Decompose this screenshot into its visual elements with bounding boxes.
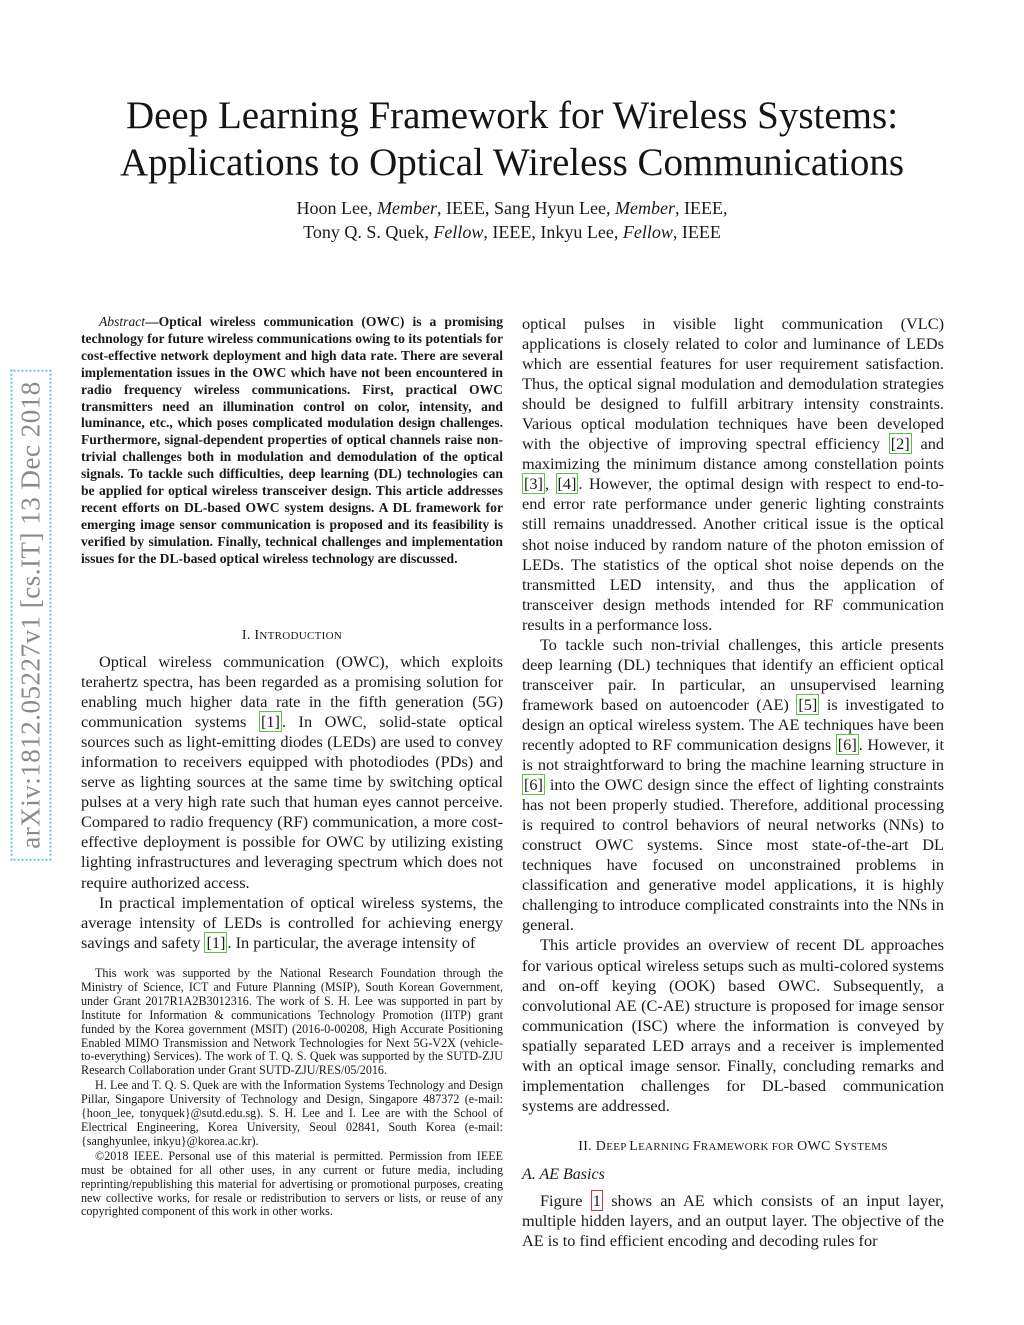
citation-link[interactable]: [4] xyxy=(557,474,577,494)
author-org: , IEEE, xyxy=(483,222,541,242)
paragraph: This article provides an overview of recent DL approaches for various optical wireless setups such as multi-colored systems and on-off keying (OOK) based OWC. Subsequently, a convolutional AE (C-AE) structure is proposed for image sensor communication (ISC) where the information is conveyed by spatially separated LED arrays and a receiver is implemented with an optical image sensor. Finally, concluding remarks and implementation challenges for DL-based communication systems are addressed. xyxy=(522,935,944,1115)
citation-link[interactable]: [1] xyxy=(206,932,226,952)
paragraph: To tackle such non-trivial challenges, this article presents deep learning (DL) techniques that identify an efficient optical transceiver pair. In particular, an unsupervised learning framework based on autoencoder (AE) [5] is investigated to design an optical wireless system. The AE techniques have been recently adopted to RF communication designs [6] . However, it is not straightforward to bring the machine learning structure in [6] into the OWC design since the effect of lighting constraints has not been properly studied. Therefore, additional processing is required to control behaviors of neural networks (NNs) to construct OWC systems. Since most state-of-the-art DL techniques have focused on unconstrained problems in classification and generative model applications, it is highly challenging to introduce complicated constraints into the NNs in general. xyxy=(522,634,944,935)
section-1-heading: I. INTRODUCTION xyxy=(241,628,343,643)
citation-link[interactable]: [6] xyxy=(837,734,857,754)
abstract xyxy=(81,314,503,568)
arxiv-sidebar xyxy=(4,318,58,912)
footnotes xyxy=(81,967,503,1220)
author-org: , IEEE, xyxy=(674,198,728,218)
author-grade: Fellow xyxy=(622,222,673,242)
paragraph: optical pulses in visible light communication (VLC) applications is closely related to color and luminance of LEDs which are essential features for user requirement satisfaction. Thus, the optical signal modulation and demodulation strategies should be designed to fulfill arbitrary intensity constraints. Various optical modulation techniques have been developed with the objective of improving spectral efficiency [2] and maximizing the minimum distance among constellation points [3] , [4] . However, the optimal design with respect to end-to-end error rate performance under generic lighting constraints still remains unaddressed. Another critical issue is the optical shot noise induced by random nature of the photon emission of LEDs. The statistics of the optical shot noise depends on the transmitted LED intensity, and thus the application of transceiver design methods intended for RF communication results in a performance loss. xyxy=(522,314,945,634)
author-sang-hyun-lee: Sang Hyun Lee, xyxy=(494,198,615,218)
figure-link[interactable]: 1 xyxy=(592,1191,601,1210)
abstract-label: Abstract xyxy=(99,314,146,329)
abstract-text: —Optical wireless communication (OWC) is a promising technology for future wireless communications owing to its potentials for cost-effective network deployment and high data rate. There are several implementation issues in the OWC which have not been encountered in radio frequency wireless communications. First, practical OWC transmitters need an illumination control on color, intensity, and luminance, etc., which poses complicated modulation design challenges. Furthermore, signal-dependent properties of optical channels raise non-trivial challenges both in modulation and demodulation of the optical signals. To tackle such difficulties, deep learning (DL) technologies can be applied for optical wireless transceiver design. This article addresses recent efforts on DL-based OWC system designs. A DL framework for emerging image sensor communication is proposed and its feasibility is verified by simulation. Finally, technical challenges and implementation issues for the DL-based optical wireless technology are discussed. xyxy=(81,314,503,566)
author-tony-quek: Tony Q. S. Quek, xyxy=(303,222,434,242)
section-1-body xyxy=(81,652,503,953)
paragraph: Optical wireless communication (OWC), which exploits terahertz spectra, has been regarded as a promising solution for enabling much higher data rate in the fifth generation (5G) communication systems [1] . In OWC, solid-state optical sources such as light-emitting diodes (LEDs) are used to convey information to receivers equipped with photodiodes (PDs) and serve as lighting sources at the same time by switching optical pulses at a very high rate such that human eyes cannot perceive. Compared to radio frequency (RF) communication, a more cost-effective deployment is possible for OWC by utilizing existing lighting infrastructures and leveraging spectrum which does not require authorized access. xyxy=(81,652,504,892)
section-2-heading: II. DEEP LEARNING FRAMEWORK FOR OWC SYSTEMS xyxy=(578,1139,888,1154)
paper-title xyxy=(60,92,964,186)
citation-link[interactable]: [3] xyxy=(524,474,543,494)
author-inkyu-lee: Inkyu Lee, xyxy=(540,222,623,242)
citation-link[interactable]: [1] xyxy=(260,712,280,732)
paragraph: Figure 1 shows an AE which consists of an input layer, multiple hidden layers, and an output layer. The objective of the AE is to find efficient encoding and decoding rules for xyxy=(522,1191,945,1251)
title-line-1: Deep Learning Framework for Wireless Systems: xyxy=(125,94,899,137)
citation-link[interactable]: [6] xyxy=(524,775,543,795)
author-org: , IEEE xyxy=(672,222,721,242)
author-grade: Member xyxy=(614,198,675,218)
citation-link[interactable]: [5] xyxy=(798,694,818,714)
author-grade: Fellow xyxy=(433,222,484,242)
author-org: , IEEE, xyxy=(437,198,494,218)
right-column-body xyxy=(522,314,944,1116)
citation-link[interactable]: [2] xyxy=(890,434,910,454)
subsection-heading: A. AE Basics xyxy=(522,1166,605,1183)
subsection-body xyxy=(522,1191,944,1251)
author-grade: Member xyxy=(377,198,438,218)
affiliation-footnote: H. Lee and T. Q. S. Quek are with the Information Systems Technology and Design Pillar, Singapore University of Technology and Design, Singapore 487372 (e-mail: {hoon_lee, tonyquek}@sutd.edu.sg). S. H. Lee and I. Lee are with the School of Electrical Engineering, Korea University, Seoul 02841, South Korea (e-mail: {sanghyunlee, inkyu}@korea.ac.kr). xyxy=(81,1078,503,1148)
author-list xyxy=(60,196,964,244)
author-hoon-lee: Hoon Lee, xyxy=(296,198,378,218)
paragraph: In practical implementation of optical wireless systems, the average intensity of LEDs is controlled for achieving energy savings and safety [1] . In particular, the average intensity of xyxy=(81,892,503,952)
arxiv-stamp[interactable]: arXiv:1812.05227v1 [cs.IT] 13 Dec 2018 xyxy=(11,369,52,860)
funding-footnote: This work was supported by the National Research Foundation through the Ministry of Science, ICT and Future Planning (MSIP), South Korean Government, under Grant 2017R1A2B3012316. The work of S. H. Lee was supported in part by Institute for Information & communications Technology Promotion (IITP) grant funded by the Korea government (MSIT) (2016-0-00208, High Accurate Positioning Enabled MIMO Transmission and Network Technologies for Next 5G-V2X (vehicle-to-everything) Services). The work of T. Q. S. Quek was supported by the SUTD-ZJU Research Collaboration under Grant SUTD-ZJU/RES/05/2016. xyxy=(81,966,503,1078)
copyright-footnote: ©2018 IEEE. Personal use of this material is permitted. Permission from IEEE must be obtained for all other uses, in any current or future media, including reprinting/republishing this material for advertising or promotional purposes, creating new collective works, for resale or redistribution to servers or lists, or reuse of any copyrighted component of this work in other works. xyxy=(81,1148,503,1219)
title-line-2: Applications to Optical Wireless Communications xyxy=(119,141,905,184)
